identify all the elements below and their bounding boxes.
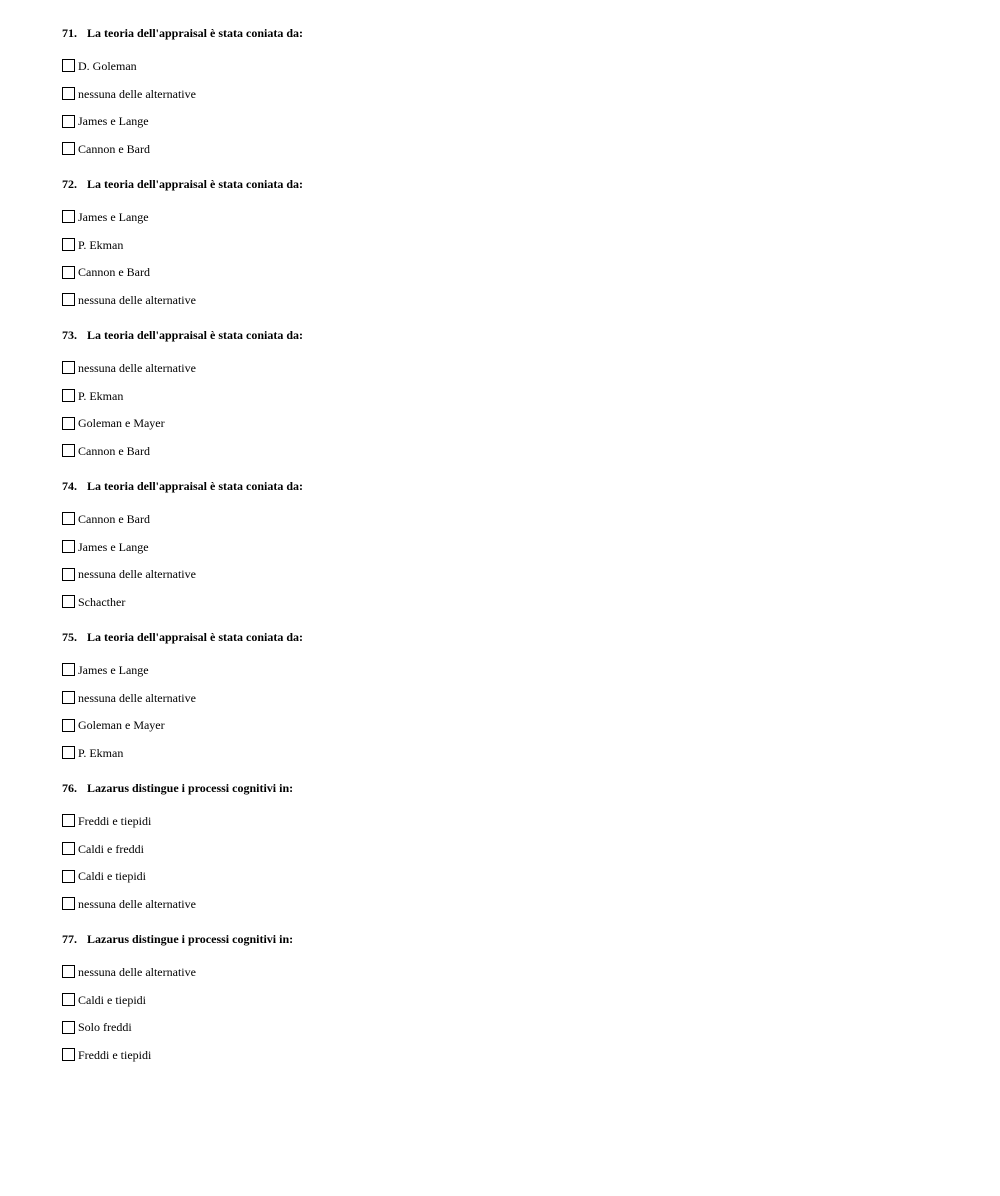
answer-option: [62, 505, 662, 533]
answer-options: [62, 807, 662, 918]
answer-option: [62, 80, 662, 108]
answer-option: [62, 1041, 662, 1069]
question-text: La teoria dell'appraisal è stata coniata da:: [87, 177, 303, 191]
quiz-list: [62, 26, 662, 1083]
answer-checkbox[interactable]: [62, 691, 75, 704]
answer-options: [62, 203, 662, 314]
answer-options: [62, 52, 662, 163]
answer-option: [62, 684, 662, 712]
answer-option: [62, 1013, 662, 1041]
answer-label: James e Lange: [78, 662, 149, 677]
answer-option: [62, 135, 662, 163]
question-76: [62, 781, 662, 932]
question-75: [62, 630, 662, 781]
answer-option: [62, 656, 662, 684]
answer-label: nessuna delle alternative: [78, 567, 196, 582]
answer-checkbox[interactable]: [62, 444, 75, 457]
question-number: 71.: [62, 26, 77, 40]
answer-label: Cannon e Bard: [78, 443, 150, 458]
answer-option: [62, 354, 662, 382]
answer-option: [62, 560, 662, 588]
answer-label: Solo freddi: [78, 1020, 132, 1035]
answer-option: [62, 382, 662, 410]
answer-checkbox[interactable]: [62, 512, 75, 525]
question-number: 76.: [62, 781, 77, 795]
answer-checkbox[interactable]: [62, 719, 75, 732]
answer-option: [62, 739, 662, 767]
answer-option: [62, 286, 662, 314]
answer-checkbox[interactable]: [62, 663, 75, 676]
answer-checkbox[interactable]: [62, 746, 75, 759]
answer-option: [62, 958, 662, 986]
answer-checkbox[interactable]: [62, 87, 75, 100]
answer-label: James e Lange: [78, 209, 149, 224]
answer-options: [62, 505, 662, 616]
answer-option: [62, 862, 662, 890]
answer-checkbox[interactable]: [62, 1048, 75, 1061]
answer-checkbox[interactable]: [62, 1021, 75, 1034]
answer-label: Cannon e Bard: [78, 265, 150, 280]
question-title: [62, 328, 662, 342]
answer-options: [62, 354, 662, 465]
question-text: Lazarus distingue i processi cognitivi in:: [87, 781, 294, 795]
answer-checkbox[interactable]: [62, 870, 75, 883]
answer-label: Schacther: [78, 594, 126, 609]
answer-label: Caldi e tiepidi: [78, 992, 146, 1007]
question-title: [62, 479, 662, 493]
answer-label: Goleman e Mayer: [78, 416, 165, 431]
answer-label: Caldi e tiepidi: [78, 869, 146, 884]
answer-checkbox[interactable]: [62, 115, 75, 128]
answer-checkbox[interactable]: [62, 238, 75, 251]
answer-label: D. Goleman: [78, 58, 137, 73]
answer-label: nessuna delle alternative: [78, 360, 196, 375]
answer-options: [62, 958, 662, 1069]
answer-checkbox[interactable]: [62, 568, 75, 581]
question-title: [62, 630, 662, 644]
answer-label: Goleman e Mayer: [78, 718, 165, 733]
answer-option: [62, 203, 662, 231]
question-title: [62, 781, 662, 795]
answer-label: Cannon e Bard: [78, 511, 150, 526]
answer-label: P. Ekman: [78, 745, 124, 760]
answer-checkbox[interactable]: [62, 389, 75, 402]
question-title: [62, 26, 662, 40]
question-77: [62, 932, 662, 1083]
answer-checkbox[interactable]: [62, 897, 75, 910]
question-text: La teoria dell'appraisal è stata coniata da:: [87, 479, 303, 493]
answer-label: Freddi e tiepidi: [78, 813, 152, 828]
answer-label: Caldi e freddi: [78, 841, 144, 856]
answer-checkbox[interactable]: [62, 993, 75, 1006]
answer-checkbox[interactable]: [62, 417, 75, 430]
question-text: La teoria dell'appraisal è stata coniata da:: [87, 26, 303, 40]
question-number: 77.: [62, 932, 77, 946]
question-71: [62, 26, 662, 177]
answer-option: [62, 52, 662, 80]
answer-option: [62, 711, 662, 739]
answer-options: [62, 656, 662, 767]
question-title: [62, 932, 662, 946]
answer-checkbox[interactable]: [62, 595, 75, 608]
answer-label: Cannon e Bard: [78, 141, 150, 156]
question-text: Lazarus distingue i processi cognitivi in:: [87, 932, 294, 946]
answer-checkbox[interactable]: [62, 142, 75, 155]
answer-option: [62, 835, 662, 863]
answer-option: [62, 258, 662, 286]
answer-label: nessuna delle alternative: [78, 896, 196, 911]
answer-label: James e Lange: [78, 539, 149, 554]
answer-label: nessuna delle alternative: [78, 86, 196, 101]
answer-option: [62, 231, 662, 259]
question-number: 73.: [62, 328, 77, 342]
answer-option: [62, 807, 662, 835]
answer-option: [62, 437, 662, 465]
answer-label: nessuna delle alternative: [78, 690, 196, 705]
question-text: La teoria dell'appraisal è stata coniata da:: [87, 630, 303, 644]
answer-checkbox[interactable]: [62, 540, 75, 553]
question-title: [62, 177, 662, 191]
question-number: 75.: [62, 630, 77, 644]
answer-checkbox[interactable]: [62, 59, 75, 72]
answer-checkbox[interactable]: [62, 814, 75, 827]
answer-checkbox[interactable]: [62, 210, 75, 223]
answer-label: James e Lange: [78, 114, 149, 129]
question-74: [62, 479, 662, 630]
answer-label: nessuna delle alternative: [78, 964, 196, 979]
answer-checkbox[interactable]: [62, 842, 75, 855]
answer-checkbox[interactable]: [62, 965, 75, 978]
question-72: [62, 177, 662, 328]
question-text: La teoria dell'appraisal è stata coniata da:: [87, 328, 303, 342]
answer-label: P. Ekman: [78, 237, 124, 252]
answer-label: nessuna delle alternative: [78, 292, 196, 307]
answer-option: [62, 890, 662, 918]
answer-option: [62, 409, 662, 437]
question-number: 74.: [62, 479, 77, 493]
answer-label: Freddi e tiepidi: [78, 1047, 152, 1062]
question-number: 72.: [62, 177, 77, 191]
answer-option: [62, 588, 662, 616]
answer-label: P. Ekman: [78, 388, 124, 403]
question-73: [62, 328, 662, 479]
answer-option: [62, 533, 662, 561]
answer-checkbox[interactable]: [62, 361, 75, 374]
answer-option: [62, 107, 662, 135]
answer-checkbox[interactable]: [62, 293, 75, 306]
answer-checkbox[interactable]: [62, 266, 75, 279]
answer-option: [62, 986, 662, 1014]
